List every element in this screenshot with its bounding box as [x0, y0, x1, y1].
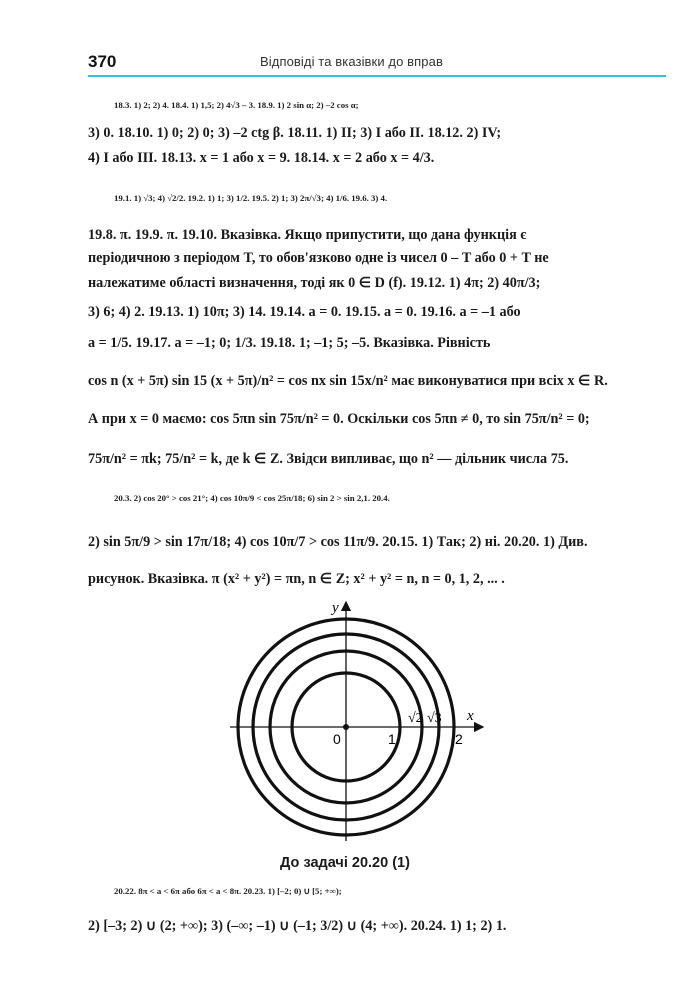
axis-y-label: y	[332, 600, 339, 616]
answer-line-7: належатиме області визначення, тоді як 0 ∈ D (f). 19.12. 1) 4π; 2) 40π/3;	[88, 275, 541, 291]
header-rule	[88, 75, 666, 77]
answer-line-11: А при x = 0 маємо: cos 5πn sin 75π/n² = 0. Оскільки cos 5πn ≠ 0, то sin 75π/n² = 0;	[88, 411, 590, 427]
tick-label-sqrt3: √3	[427, 711, 442, 726]
answer-line-14: 2) sin 5π/9 > sin 17π/18; 4) cos 10π/7 > cos 11π/9. 20.15. 1) Так; 2) ні. 20.20. 1) Див.	[88, 534, 588, 550]
answer-line-3: 4) I або III. 18.13. x = 1 або x = 9. 18.14. x = 2 або x = 4/3.	[88, 150, 435, 166]
page-header	[88, 50, 666, 78]
answer-line-6: періодичною з періодом T, то обов'язково одне із чисел 0 – T або 0 + T не	[88, 250, 549, 266]
origin-label: 0	[333, 731, 341, 747]
answer-line-9: a = 1/5. 19.17. a = –1; 0; 1/3. 19.18. 1; –1; 5; –5. Вказівка. Рівність	[88, 335, 491, 351]
origin-point	[343, 724, 349, 730]
answer-line-15: рисунок. Вказівка. π (x² + y²) = πn, n ∈ Z; x² + y² = n, n = 0, 1, 2, ... .	[88, 571, 505, 587]
answer-line-10: cos n (x + 5π) sin 15 (x + 5π)/n² = cos nx sin 15x/n² має виконуватися при всіх x ∈ R.	[88, 373, 608, 389]
answer-line-5: 19.8. π. 19.9. π. 19.10. Вказівка. Якщо припустити, що дана функція є	[88, 227, 527, 243]
answer-line-13: 20.3. 2) cos 20° > cos 21°; 4) cos 10π/9 < cos 25π/18; 6) sin 2 > sin 2,1. 20.4.	[114, 493, 390, 503]
answer-line-16: 20.22. 8π < a < 6π або 6π < a < 8π. 20.23. 1) [–2; 0) ∪ [5; +∞);	[114, 886, 342, 896]
tick-label-sqrt2: √2	[408, 711, 423, 726]
answer-line-8: 3) 6; 4) 2. 19.13. 1) 10π; 3) 14. 19.14. a = 0. 19.15. a = 0. 19.16. a = –1 або	[88, 304, 521, 320]
answer-line-17: 2) [–3; 2) ∪ (2; +∞); 3) (–∞; –1) ∪ (–1; 3/2) ∪ (4; +∞). 20.24. 1) 1; 2) 1.	[88, 918, 507, 934]
tick-label-1: 1	[388, 731, 396, 747]
running-title: Відповіді та вказівки до вправ	[260, 54, 443, 69]
tick-label-2: 2	[455, 731, 463, 747]
answer-line-12: 75π/n² = πk; 75/n² = k, де k ∈ Z. Звідси випливає, що n² — дільник числа 75.	[88, 451, 569, 467]
answer-line-1: 18.3. 1) 2; 2) 4. 18.4. 1) 1,5; 2) 4√3 – 3. 18.9. 1) 2 sin α; 2) –2 cos α;	[114, 100, 359, 110]
figure-caption: До задачі 20.20 (1)	[280, 855, 410, 871]
axis-x-label: x	[467, 708, 474, 724]
page-number: 370	[88, 52, 117, 71]
answer-line-4: 19.1. 1) √3; 4) √2/2. 19.2. 1) 1; 3) 1/2. 19.5. 2) 1; 3) 2π/√3; 4) 1/6. 19.6. 3) 4.	[114, 193, 388, 203]
answer-line-2: 3) 0. 18.10. 1) 0; 2) 0; 3) –2 ctg β. 18.11. 1) II; 3) I або II. 18.12. 2) IV;	[88, 125, 502, 141]
concentric-circles-figure	[225, 596, 485, 846]
